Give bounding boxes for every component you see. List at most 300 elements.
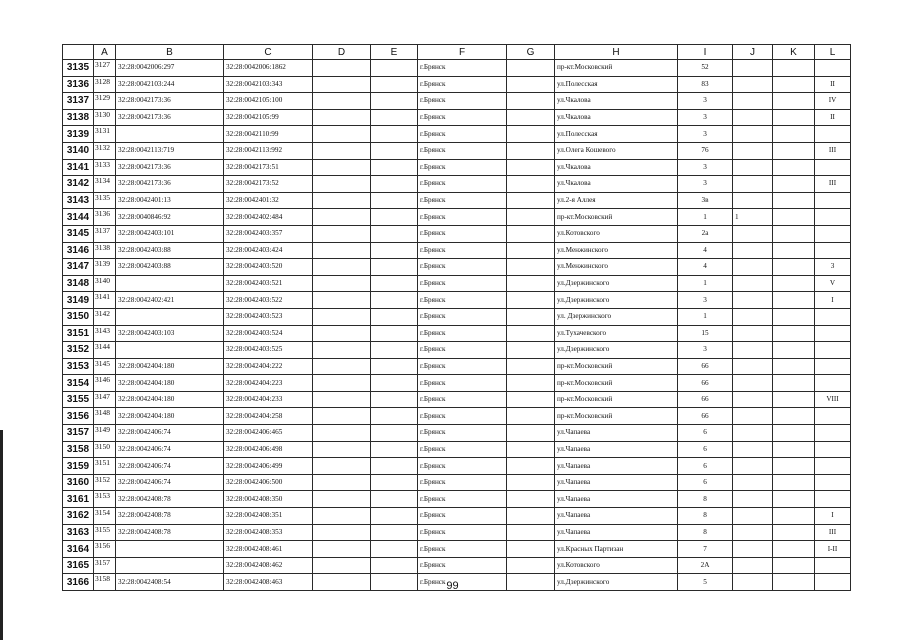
cell-k [773,491,815,508]
row-number: 3166 [63,574,94,591]
cell-l [815,308,851,325]
cell-a: 3145 [94,358,116,375]
cell-l [815,159,851,176]
cell-j: 1 [733,209,773,226]
cell-e [371,524,418,541]
cell-h: ул.Дзержинского [555,574,678,591]
cell-g [507,474,555,491]
cell-b: 32:28:0042173:36 [116,176,224,193]
table-row [63,209,851,226]
cell-j [733,458,773,475]
row-number: 3142 [63,176,94,193]
cell-g [507,391,555,408]
column-header: K [773,45,815,60]
cell-j [733,93,773,110]
cell-g [507,76,555,93]
table-row [63,342,851,359]
cell-b: 32:28:0042173:36 [116,93,224,110]
column-header: B [116,45,224,60]
cell-d [313,474,371,491]
cell-k [773,192,815,209]
cell-f: г.Брянск [418,325,507,342]
cell-h: ул.Чкалова [555,176,678,193]
cell-g [507,557,555,574]
cell-c: 32:28:0042408:461 [224,541,313,558]
cell-f: г.Брянск [418,358,507,375]
cell-h: ул.Котовского [555,225,678,242]
table-row [63,441,851,458]
cell-b: 32:28:0042103:244 [116,76,224,93]
cell-l [815,425,851,442]
cell-i: 5 [678,574,733,591]
cell-e [371,176,418,193]
row-number: 3136 [63,76,94,93]
cell-i: 52 [678,60,733,77]
cell-d [313,209,371,226]
table-row [63,142,851,159]
column-header: G [507,45,555,60]
cell-l: III [815,142,851,159]
cell-j [733,176,773,193]
cell-h: ул.Олега Кошевого [555,142,678,159]
cell-h: ул.Менжинского [555,242,678,259]
cell-h: пр-кт.Московский [555,408,678,425]
cell-h: ул.Тухачевского [555,325,678,342]
column-header: F [418,45,507,60]
cell-i: 66 [678,408,733,425]
cell-j [733,76,773,93]
cell-d [313,259,371,276]
cell-f: г.Брянск [418,491,507,508]
cell-a: 3137 [94,225,116,242]
row-number: 3156 [63,408,94,425]
cell-b: 32:28:0042006:297 [116,60,224,77]
row-number: 3162 [63,508,94,525]
table-row [63,474,851,491]
cell-f: г.Брянск [418,192,507,209]
cell-c: 32:28:0042402:484 [224,209,313,226]
cell-a: 3134 [94,176,116,193]
cell-i: 6 [678,474,733,491]
cell-a: 3158 [94,574,116,591]
cell-b [116,308,224,325]
cell-f: г.Брянск [418,474,507,491]
cell-a: 3144 [94,342,116,359]
cell-d [313,441,371,458]
cell-j [733,557,773,574]
cell-f: г.Брянск [418,458,507,475]
cell-f: г.Брянск [418,225,507,242]
cell-h: ул.Котовского [555,557,678,574]
cell-a: 3135 [94,192,116,209]
cell-b: 32:28:0042408:78 [116,491,224,508]
table-row [63,557,851,574]
cell-a: 3151 [94,458,116,475]
cell-l [815,225,851,242]
cell-k [773,242,815,259]
cell-j [733,325,773,342]
cell-i: 15 [678,325,733,342]
cell-d [313,142,371,159]
cell-g [507,275,555,292]
row-number: 3158 [63,441,94,458]
cell-j [733,159,773,176]
cell-k [773,391,815,408]
table-row [63,458,851,475]
cell-j [733,541,773,558]
cell-l: I-II [815,541,851,558]
cell-c: 32:28:0042406:465 [224,425,313,442]
cell-c: 32:28:0042403:522 [224,292,313,309]
cell-k [773,225,815,242]
table-row [63,275,851,292]
cell-b: 32:28:0042404:180 [116,408,224,425]
cell-b [116,126,224,143]
row-number: 3157 [63,425,94,442]
column-header: L [815,45,851,60]
table-row [63,425,851,442]
cell-a: 3142 [94,308,116,325]
cell-c: 32:28:0042006:1862 [224,60,313,77]
cell-j [733,126,773,143]
cell-l: I [815,508,851,525]
cell-a: 3146 [94,375,116,392]
cell-f: г.Брянск [418,242,507,259]
cell-k [773,259,815,276]
cell-h: пр-кт.Московский [555,375,678,392]
cell-f: г.Брянск [418,557,507,574]
cell-f: г.Брянск [418,209,507,226]
cell-d [313,391,371,408]
cell-k [773,541,815,558]
row-number: 3148 [63,275,94,292]
cell-a: 3143 [94,325,116,342]
table-row [63,292,851,309]
cell-g [507,60,555,77]
row-number: 3144 [63,209,94,226]
cell-k [773,159,815,176]
cell-i: 8 [678,491,733,508]
cell-i: 76 [678,142,733,159]
cell-i: 1 [678,308,733,325]
cell-h: пр-кт.Московский [555,209,678,226]
cell-b: 32:28:0042403:103 [116,325,224,342]
cell-k [773,325,815,342]
cell-g [507,375,555,392]
cell-k [773,76,815,93]
cell-g [507,358,555,375]
cell-i: 2А [678,557,733,574]
cell-a: 3128 [94,76,116,93]
cell-b: 32:28:0042406:74 [116,474,224,491]
table-row [63,541,851,558]
cell-f: г.Брянск [418,126,507,143]
cell-e [371,425,418,442]
cell-b: 32:28:0042408:78 [116,524,224,541]
cell-a: 3152 [94,474,116,491]
cell-d [313,109,371,126]
table-row [63,192,851,209]
cell-e [371,391,418,408]
cell-k [773,93,815,110]
cell-d [313,325,371,342]
cell-h: ул.Менжинского [555,259,678,276]
cell-d [313,491,371,508]
cell-c: 32:28:0042403:525 [224,342,313,359]
cell-b: 32:28:0042408:54 [116,574,224,591]
cell-l [815,557,851,574]
cell-k [773,458,815,475]
cell-h: ул. Дзержинского [555,308,678,325]
cell-j [733,275,773,292]
cell-c: 32:28:0042103:343 [224,76,313,93]
cell-c: 32:28:0042403:523 [224,308,313,325]
cell-g [507,259,555,276]
cell-i: 6 [678,425,733,442]
cell-h: ул.Чапаева [555,425,678,442]
cell-g [507,508,555,525]
cell-i: 3 [678,109,733,126]
cell-e [371,292,418,309]
cell-a: 3157 [94,557,116,574]
cell-l [815,458,851,475]
cell-h: ул.Красных Партизан [555,541,678,558]
cell-f: г.Брянск [418,441,507,458]
cell-h: ул.Полесская [555,76,678,93]
cell-l: V [815,275,851,292]
cell-a: 3147 [94,391,116,408]
cell-i: 3 [678,93,733,110]
cell-a: 3132 [94,142,116,159]
cell-c: 32:28:0042408:350 [224,491,313,508]
row-number: 3151 [63,325,94,342]
column-header: E [371,45,418,60]
cell-b: 32:28:0042113:719 [116,142,224,159]
cell-c: 32:28:0042173:51 [224,159,313,176]
cell-h: ул.Дзержинского [555,342,678,359]
cell-k [773,126,815,143]
row-number: 3137 [63,93,94,110]
cell-d [313,375,371,392]
cell-l [815,358,851,375]
table-row [63,159,851,176]
cell-c: 32:28:0042105:100 [224,93,313,110]
table-row [63,508,851,525]
cell-f: г.Брянск [418,508,507,525]
cell-k [773,209,815,226]
cell-l: IV [815,93,851,110]
cell-c: 32:28:0042404:222 [224,358,313,375]
cell-b: 32:28:0042406:74 [116,441,224,458]
table-row [63,408,851,425]
cell-e [371,275,418,292]
cell-e [371,358,418,375]
cell-f: г.Брянск [418,574,507,591]
table-row [63,524,851,541]
cell-j [733,60,773,77]
cell-e [371,491,418,508]
cell-l [815,408,851,425]
row-number: 3149 [63,292,94,309]
cell-l [815,342,851,359]
cell-a: 3140 [94,275,116,292]
cell-c: 32:28:0042406:500 [224,474,313,491]
cell-d [313,308,371,325]
cell-f: г.Брянск [418,408,507,425]
row-number: 3141 [63,159,94,176]
cell-a: 3149 [94,425,116,442]
cell-f: г.Брянск [418,541,507,558]
cell-a: 3136 [94,209,116,226]
cell-e [371,209,418,226]
cell-i: 3 [678,126,733,143]
cell-l [815,491,851,508]
cell-k [773,308,815,325]
cell-e [371,259,418,276]
row-number: 3153 [63,358,94,375]
cell-f: г.Брянск [418,375,507,392]
cell-l: VIII [815,391,851,408]
cell-k [773,342,815,359]
cell-a: 3131 [94,126,116,143]
cell-k [773,292,815,309]
cell-b [116,275,224,292]
row-number: 3155 [63,391,94,408]
table-row [63,391,851,408]
row-number: 3154 [63,375,94,392]
cell-j [733,242,773,259]
cell-e [371,225,418,242]
cell-e [371,508,418,525]
cell-b: 32:28:0042403:101 [116,225,224,242]
cell-l: III [815,524,851,541]
cell-g [507,242,555,259]
cell-g [507,126,555,143]
cell-i: 66 [678,391,733,408]
cell-d [313,292,371,309]
cell-b: 32:28:0042404:180 [116,375,224,392]
cell-i: 4 [678,242,733,259]
table-row [63,225,851,242]
cell-f: г.Брянск [418,391,507,408]
cell-g [507,524,555,541]
cell-b: 32:28:0042173:36 [116,159,224,176]
table-row [63,358,851,375]
cell-l [815,375,851,392]
cell-c: 32:28:0042403:521 [224,275,313,292]
cell-i: 1 [678,209,733,226]
cell-b: 32:28:0042408:78 [116,508,224,525]
cell-e [371,342,418,359]
cell-d [313,60,371,77]
cell-i: 3 [678,342,733,359]
cell-c: 32:28:0042408:353 [224,524,313,541]
cell-l [815,126,851,143]
cell-h: ул.Чкалова [555,93,678,110]
row-number: 3164 [63,541,94,558]
cell-b: 32:28:0042404:180 [116,391,224,408]
row-number: 3152 [63,342,94,359]
cell-k [773,60,815,77]
cell-k [773,275,815,292]
cell-k [773,176,815,193]
cell-d [313,159,371,176]
cell-e [371,325,418,342]
cell-c: 32:28:0042406:499 [224,458,313,475]
cell-c: 32:28:0042403:524 [224,325,313,342]
table-row [63,259,851,276]
table-row [63,93,851,110]
column-header-row [63,45,851,60]
cell-h: ул.Дзержинского [555,275,678,292]
cell-j [733,342,773,359]
cell-g [507,308,555,325]
cell-l [815,441,851,458]
cell-j [733,358,773,375]
cell-j [733,524,773,541]
cell-j [733,391,773,408]
cell-e [371,192,418,209]
cell-c: 32:28:0042406:498 [224,441,313,458]
cell-c: 32:28:0042404:233 [224,391,313,408]
cell-h: ул.Чапаева [555,524,678,541]
cell-c: 32:28:0042403:424 [224,242,313,259]
row-number: 3135 [63,60,94,77]
cell-a: 3154 [94,508,116,525]
cell-d [313,541,371,558]
cell-j [733,192,773,209]
cell-k [773,524,815,541]
row-number: 3138 [63,109,94,126]
cell-d [313,524,371,541]
row-number: 3146 [63,242,94,259]
cell-g [507,109,555,126]
cell-c: 32:28:0042408:351 [224,508,313,525]
row-number: 3143 [63,192,94,209]
cell-e [371,159,418,176]
cell-g [507,458,555,475]
cell-b: 32:28:0040846:92 [116,209,224,226]
cell-h: ул.Чкалова [555,109,678,126]
cell-j [733,375,773,392]
cell-c: 32:28:0042173:52 [224,176,313,193]
cell-i: 66 [678,358,733,375]
cell-a: 3141 [94,292,116,309]
row-number: 3165 [63,557,94,574]
cell-b [116,557,224,574]
cell-d [313,176,371,193]
cell-e [371,541,418,558]
cell-h: ул.Чапаева [555,508,678,525]
row-number: 3140 [63,142,94,159]
cell-i: 83 [678,76,733,93]
cell-g [507,491,555,508]
cell-g [507,342,555,359]
cell-d [313,242,371,259]
cell-h: ул.Полесская [555,126,678,143]
cell-j [733,408,773,425]
page-number: 99 [446,580,459,592]
cell-c: 32:28:0042404:258 [224,408,313,425]
cell-f: г.Брянск [418,342,507,359]
cell-k [773,109,815,126]
cell-f: г.Брянск [418,60,507,77]
cell-l: II [815,109,851,126]
cell-d [313,225,371,242]
table-row [63,176,851,193]
column-header: D [313,45,371,60]
cell-i: 2а [678,225,733,242]
